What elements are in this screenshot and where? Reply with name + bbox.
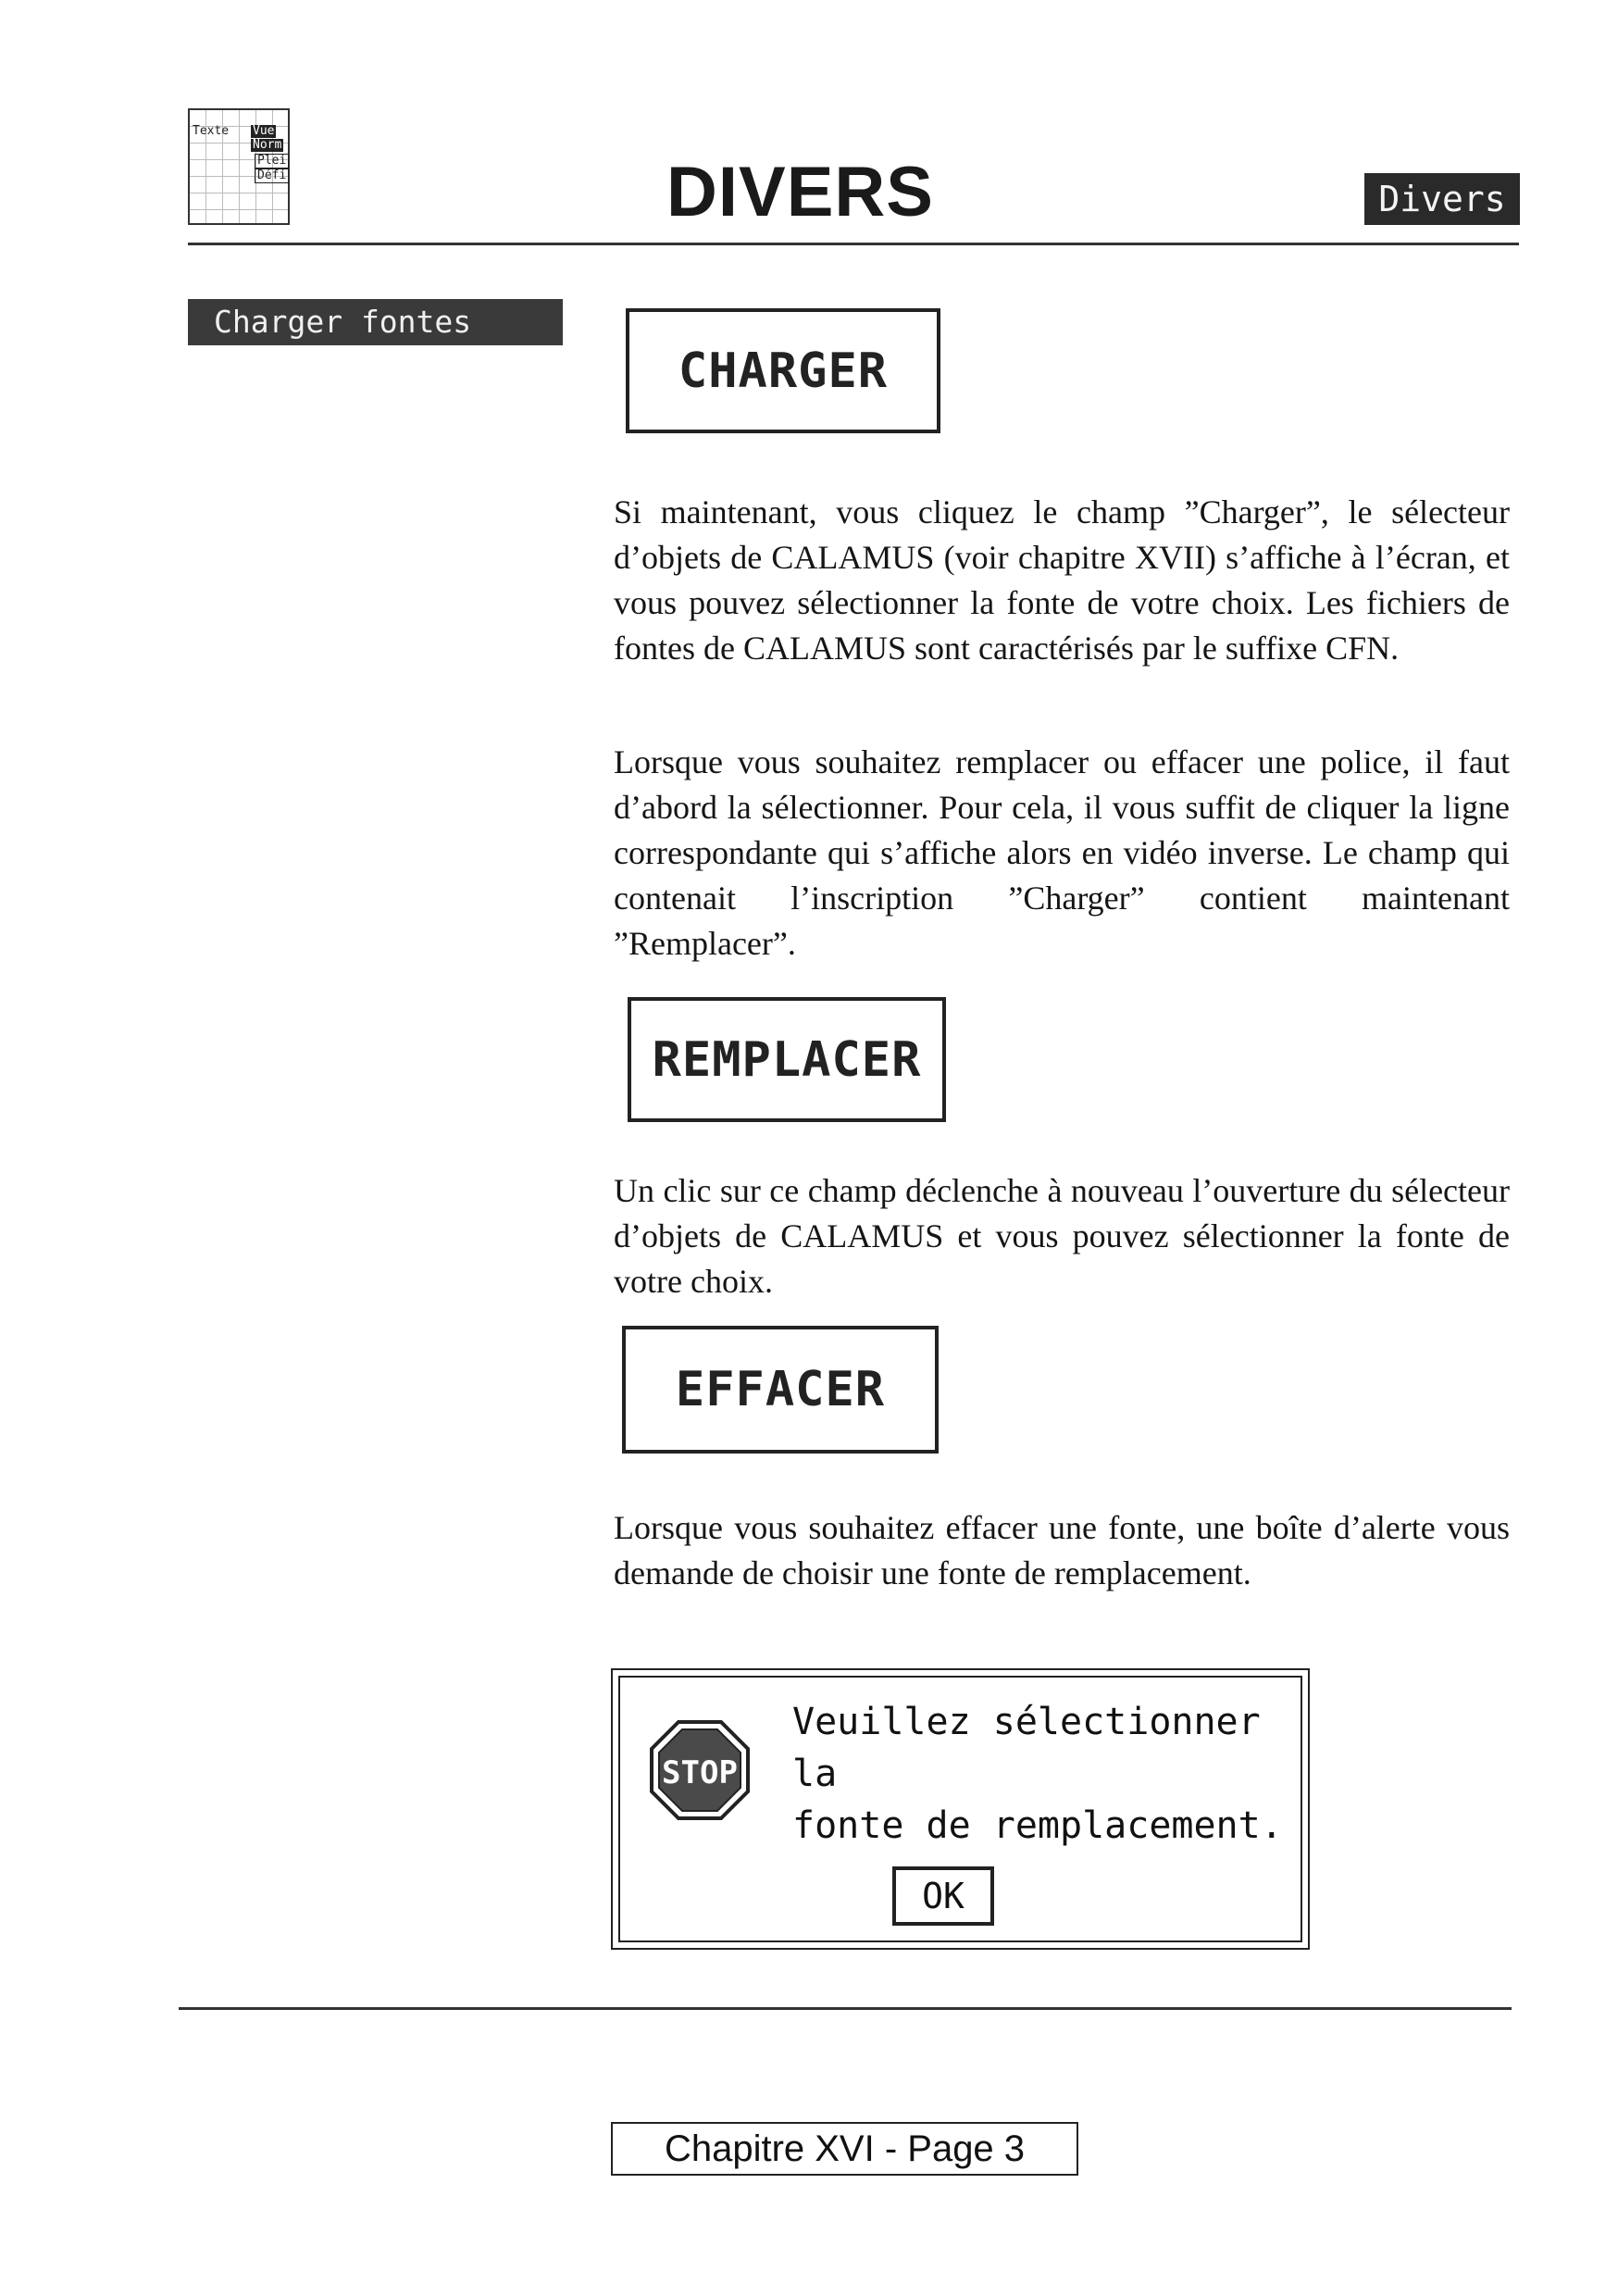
footer-divider — [179, 2007, 1512, 2010]
logo-text-texte: Texte — [193, 124, 230, 138]
remplacer-button[interactable]: REMPLACER — [628, 997, 946, 1122]
page-number: Chapitre XVI - Page 3 — [611, 2122, 1078, 2176]
header-divider — [188, 243, 1519, 245]
header-logo-grid — [188, 108, 290, 225]
paragraph-charger: Si maintenant, vous cliquez le champ ”Charger”, le sélecteur d’objets de CALAMUS (voir chapitre XVII) s’affiche à l’écran, et vous pouvez sélectionner la fonte de votre choix. Les fichiers de fontes de CALAMUS sont caractérisés par le suffixe CFN. — [614, 493, 1510, 667]
paragraph-effacer: Lorsque vous souhaitez effacer une fonte, une boîte d’alerte vous demande de choisir une fonte de remplacement. — [614, 1509, 1510, 1591]
alert-dialog-frame — [618, 1676, 1302, 1942]
alert-message: Veuillez sélectionner la fonte de remplacement. — [792, 1701, 1283, 1847]
stop-icon — [648, 1718, 752, 1822]
alert-dialog — [611, 1668, 1310, 1950]
charger-button[interactable]: CHARGER — [626, 308, 940, 433]
ok-button[interactable]: OK — [892, 1866, 994, 1926]
paragraph-remplacer: Un clic sur ce champ déclenche à nouveau l’ouverture du sélecteur d’objets de CALAMUS et vous pouvez sélectionner la fonte de votre choix. — [614, 1172, 1510, 1300]
stop-icon-label: STOP — [662, 1754, 738, 1791]
page-title: DIVERS — [666, 153, 934, 231]
logo-text-vue: Vue — [253, 124, 275, 138]
logo-text-plei: Plei — [255, 154, 289, 168]
section-tag: Divers — [1364, 173, 1520, 225]
paragraph-selection: Lorsque vous souhaitez remplacer ou effacer une police, il faut d’abord la sélectionner. Pour cela, il vous suffit de cliquer la ligne correspondante qui s’affiche alors en vidéo inverse. Le champ qui contenait l’inscription ”Charger” contient maintenant ”Remplacer”. — [614, 743, 1510, 962]
sidebar-topic-label: Charger fontes — [188, 299, 563, 345]
logo-text-norm: Norm — [253, 138, 282, 152]
logo-text-defi: Défi — [255, 168, 289, 183]
effacer-button[interactable]: EFFACER — [622, 1326, 939, 1454]
